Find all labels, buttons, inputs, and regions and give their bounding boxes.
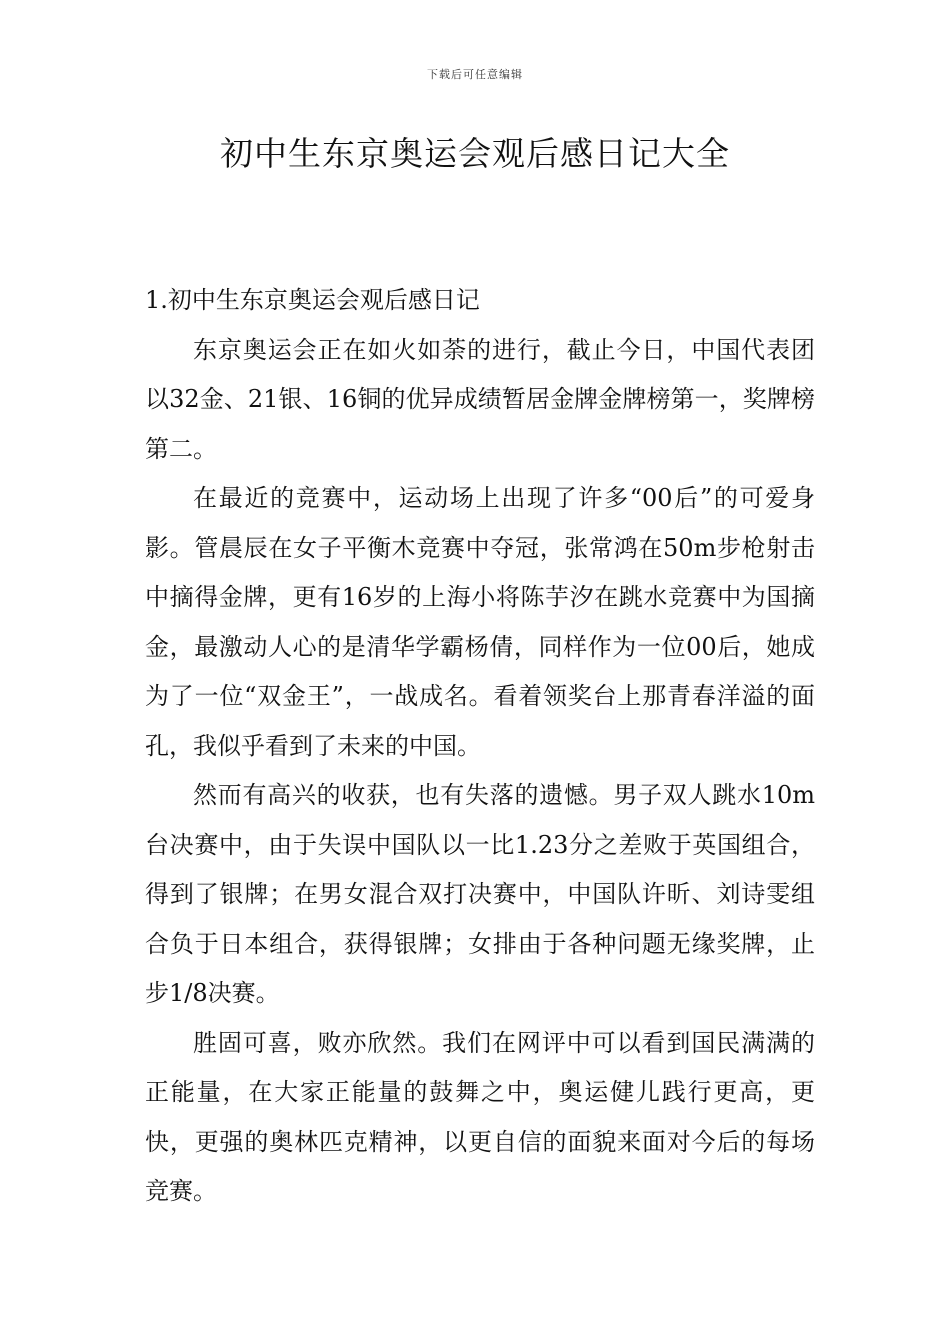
document-title: 初中生东京奥运会观后感日记大全 <box>220 134 730 173</box>
document-body <box>145 276 815 1217</box>
paragraph-3: 然而有高兴的收获，也有失落的遗憾。男子双人跳水10m台决赛中，由于失误中国队以一比1.23分之差败于英国组合，得到了银牌；在男女混合双打决赛中，中国队许昕、刘诗雯组合负于日本组合，获得银牌；女排由于各种问题无缘奖牌，止步1/8决赛。 <box>145 781 815 1007</box>
header-note: 下载后可任意编辑 <box>427 68 523 81</box>
paragraph-1: 东京奥运会正在如火如荼的进行，截止今日，中国代表团以32金、21银、16铜的优异成绩暂居金牌金牌榜第一，奖牌榜第二。 <box>145 335 815 463</box>
paragraph-2: 在最近的竞赛中，运动场上出现了许多“00后”的可爱身影。管晨辰在女子平衡木竞赛中夺冠，张常鸿在50m步枪射击中摘得金牌，更有16岁的上海小将陈芋汐在跳水竞赛中为国摘金，最激动人心的是清华学霸杨倩，同样作为一位00后，她成为了一位“双金王”，一战成名。看着领奖台上那青春洋溢的面孔，我似乎看到了未来的中国。 <box>145 484 815 760</box>
section-heading: 1.初中生东京奥运会观后感日记 <box>145 286 480 314</box>
paragraph-4: 胜固可喜，败亦欣然。我们在网评中可以看到国民满满的正能量，在大家正能量的鼓舞之中，奥运健儿践行更高，更快，更强的奥林匹克精神，以更自信的面貌来面对今后的每场竞赛。 <box>145 1028 815 1205</box>
